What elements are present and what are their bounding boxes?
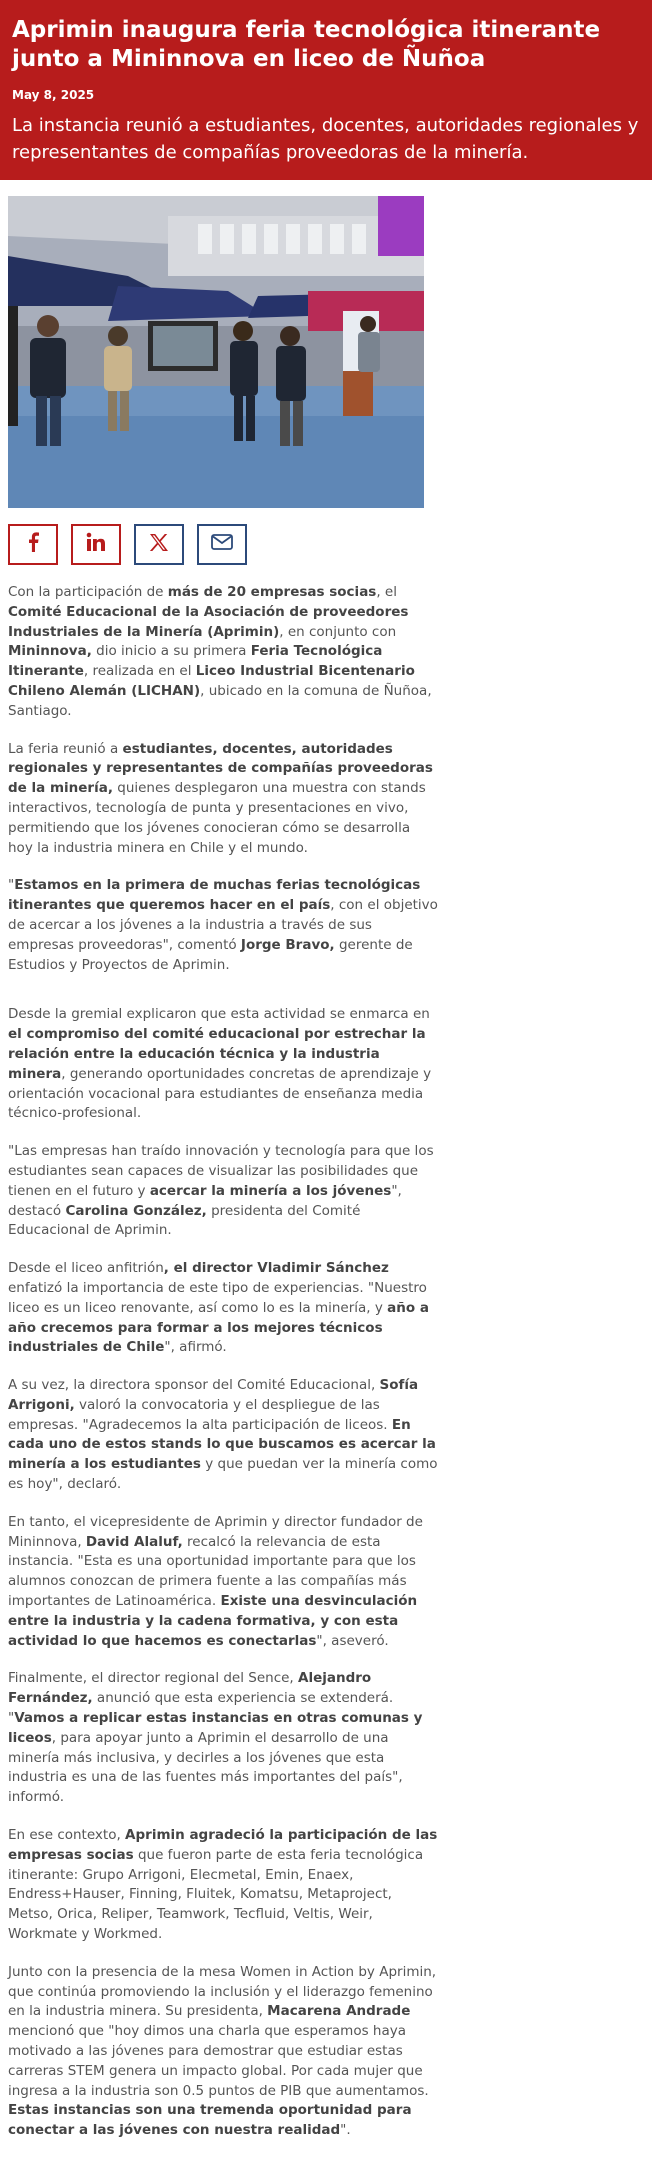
text-span: Finalmente, el director regional del Sence, — [8, 1670, 299, 1687]
text-span: , para apoyar junto a Aprimin el desarrollo de una minería más inclusiva, y decirles a los jóvenes que esta industria es una de las fuentes más importantes del país", informó. — [8, 1729, 403, 1806]
text-span: anunció que esta experiencia se extenderá. " — [8, 1690, 394, 1727]
paragraph — [8, 1669, 438, 1808]
article-subtitle: La instancia reunió a estudiantes, docentes, autoridades regionales y representantes de compañías proveedoras de la minería. — [12, 115, 639, 163]
share-linkedin-button[interactable] — [71, 524, 121, 565]
fair-photo-illustration — [8, 196, 424, 508]
bold-text: más de 20 empresas socias — [167, 584, 377, 600]
text-span: En tanto, el vicepresidente de Aprimin y director fundador de Mininnova, — [8, 1513, 423, 1550]
text-span: que fueron parte de esta feria tecnológica itinerante: Grupo Arrigoni, Elecmetal, Emin, Enaex, Endress+Hauser, Finning, Fluitek, Komatsu, Metaproject, Metso, Orica, Reliper, Teamwork, Tecfluid, Veltis, Weir, Workmate y Workmed. — [8, 1846, 424, 1943]
bold-text: Estas instancias son una tremenda oportunidad para conectar a las jóvenes con nuestra realidad — [8, 2102, 412, 2139]
text-span: y que puedan ver la minería como es hoy", declaró. — [8, 1456, 438, 1493]
facebook-icon — [26, 532, 40, 557]
bold-text: Vamos a replicar estas instancias en otras comunas y liceos — [8, 1710, 423, 1746]
bold-text: acercar la minería a los jóvenes — [149, 1182, 392, 1199]
email-icon — [211, 534, 233, 555]
share-bar — [8, 524, 652, 565]
text-span: presidenta del Comité Educacional de Aprimin. — [8, 1202, 361, 1239]
text-span: , ubicado en la comuna de Ñuñoa, Santiago. — [8, 682, 432, 719]
text-span: Junto con la presencia de la mesa Women in Action by Aprimin, que continúa promoviendo la inclusión y el liderazgo femenino en la industria minera. Su presidenta, — [8, 1963, 437, 2020]
text-span: , en conjunto con — [279, 623, 397, 640]
article-title: Aprimin inaugura feria tecnológica itinerante junto a Mininnova en liceo de Ñuñoa — [12, 17, 601, 72]
linkedin-icon — [86, 532, 106, 557]
text-span: ". — [340, 2122, 351, 2139]
text-span: , generando oportunidades concretas de aprendizaje y orientación vocacional para estudiantes de enseñanza media técnico-profesional. — [8, 1065, 432, 1122]
text-span: recalcó la relevancia de esta instancia. "Esta es una oportunidad importante para que los alumnos conozcan de primera fuente a las compañías más importantes de Latinoamérica. — [8, 1533, 416, 1610]
bold-text: Feria Tecnológica Itinerante — [8, 643, 383, 680]
paragraph — [8, 1259, 438, 1358]
paragraph — [8, 1376, 438, 1495]
text-span: ", destacó — [8, 1182, 402, 1219]
x-icon — [149, 533, 169, 557]
text-span: , realizada en el — [83, 663, 196, 680]
text-span: Con la participación de — [8, 584, 168, 600]
bold-text: Liceo Industrial Bicentenario Chileno Alemán (LICHAN) — [8, 663, 415, 699]
bold-text: En cada uno de estos stands lo que buscamos es acercar la minería a los estudiantes — [8, 1416, 436, 1473]
text-span: gerente de Estudios y Proyectos de Aprimin. — [8, 936, 413, 973]
bold-text: Macarena Andrade — [267, 2003, 411, 2020]
text-span: enfatizó la importancia de este tipo de experiencias. "Nuestro liceo es un liceo renovante, así como lo es la minería, y — [8, 1279, 427, 1316]
text-span: valoró la convocatoria y el despliegue de las empresas. "Agradecemos la alta participación de liceos. — [8, 1396, 392, 1433]
text-span: En ese contexto, — [8, 1827, 126, 1844]
paragraph — [8, 1005, 438, 1124]
share-x-button[interactable] — [134, 524, 184, 565]
share-facebook-button[interactable] — [8, 524, 58, 565]
text-span: Desde el liceo anfitrión — [8, 1260, 164, 1277]
article-header — [0, 0, 652, 180]
bold-text: Estamos en la primera de muchas ferias tecnológicas itinerantes que queremos hacer en el país — [8, 877, 421, 914]
text-span: La feria reunió a — [8, 740, 123, 757]
bold-text: año a año crecemos para formar a los mejores técnicos industriales de Chile — [8, 1299, 429, 1356]
bold-text: el compromiso del comité educacional por estrechar la relación entre la educación técnica y la industria minera — [8, 1026, 426, 1082]
bold-text: Carolina González, — [65, 1202, 207, 1219]
text-span: ", aseveró. — [316, 1632, 389, 1649]
text-span: quienes desplegaron una muestra con stands interactivos, tecnología de punta y presentaciones en vivo, permitiendo que los jóvenes conocieran cómo se desarrolla hoy la industria minera en Chile y el mundo. — [8, 780, 426, 856]
paragraph — [8, 876, 438, 975]
bold-text: Sofía Arrigoni, — [8, 1377, 419, 1413]
bold-text: Mininnova, — [8, 643, 92, 660]
bold-text: Alejandro Fernández, — [8, 1670, 372, 1707]
paragraph — [8, 1826, 438, 1945]
text-span: Desde la gremial explicaron que esta actividad se enmarca en — [8, 1006, 430, 1023]
article-body — [8, 583, 438, 2141]
bold-text: Jorge Bravo, — [240, 936, 335, 953]
bold-text: Existe una desvinculación entre la industria y la cadena formativa, y con esta actividad lo que hacemos es conectarlas — [8, 1593, 418, 1649]
text-span: , con el objetivo de acercar a los jóvenes a la industria a través de sus empresas proveedoras", comentó — [8, 897, 438, 953]
article-photo — [8, 196, 424, 508]
bold-text: Aprimin agradeció la participación de las empresas socias — [8, 1827, 438, 1863]
paragraph — [8, 1963, 438, 2141]
paragraph — [8, 740, 438, 859]
text-span: " — [8, 877, 15, 894]
paragraph — [8, 583, 438, 722]
bold-text: , el director Vladimir Sánchez — [163, 1260, 389, 1277]
text-span: mencionó que "hoy dimos una charla que esperamos haya motivado a las jóvenes para demostrar que estudiar estas carreras STEM genera un impacto global. Por cada mujer que ingresa a la industria son 0.5 puntos de PIB que aumentamos. — [8, 2023, 429, 2099]
text-span: A su vez, la directora sponsor del Comité Educacional, — [8, 1377, 380, 1394]
bold-text: David Alaluf, — [85, 1533, 183, 1550]
bold-text: estudiantes, docentes, autoridades regionales y representantes de compañías proveedoras de la minería, — [8, 740, 433, 797]
text-span: , el — [376, 584, 397, 600]
text-span: ", afirmó. — [164, 1339, 227, 1356]
paragraph — [8, 1513, 438, 1652]
share-email-button[interactable] — [197, 524, 247, 565]
text-span: dio inicio a su primera — [91, 643, 251, 660]
article-date: May 8, 2025 — [12, 88, 95, 102]
bold-text: Comité Educacional de la Asociación de proveedores Industriales de la Minería (Aprimin) — [8, 603, 409, 640]
paragraph — [8, 1142, 438, 1241]
text-span: "Las empresas han traído innovación y tecnología para que los estudiantes sean capaces de visualizar las posibilidades que tienen en el futuro y — [8, 1143, 434, 1199]
